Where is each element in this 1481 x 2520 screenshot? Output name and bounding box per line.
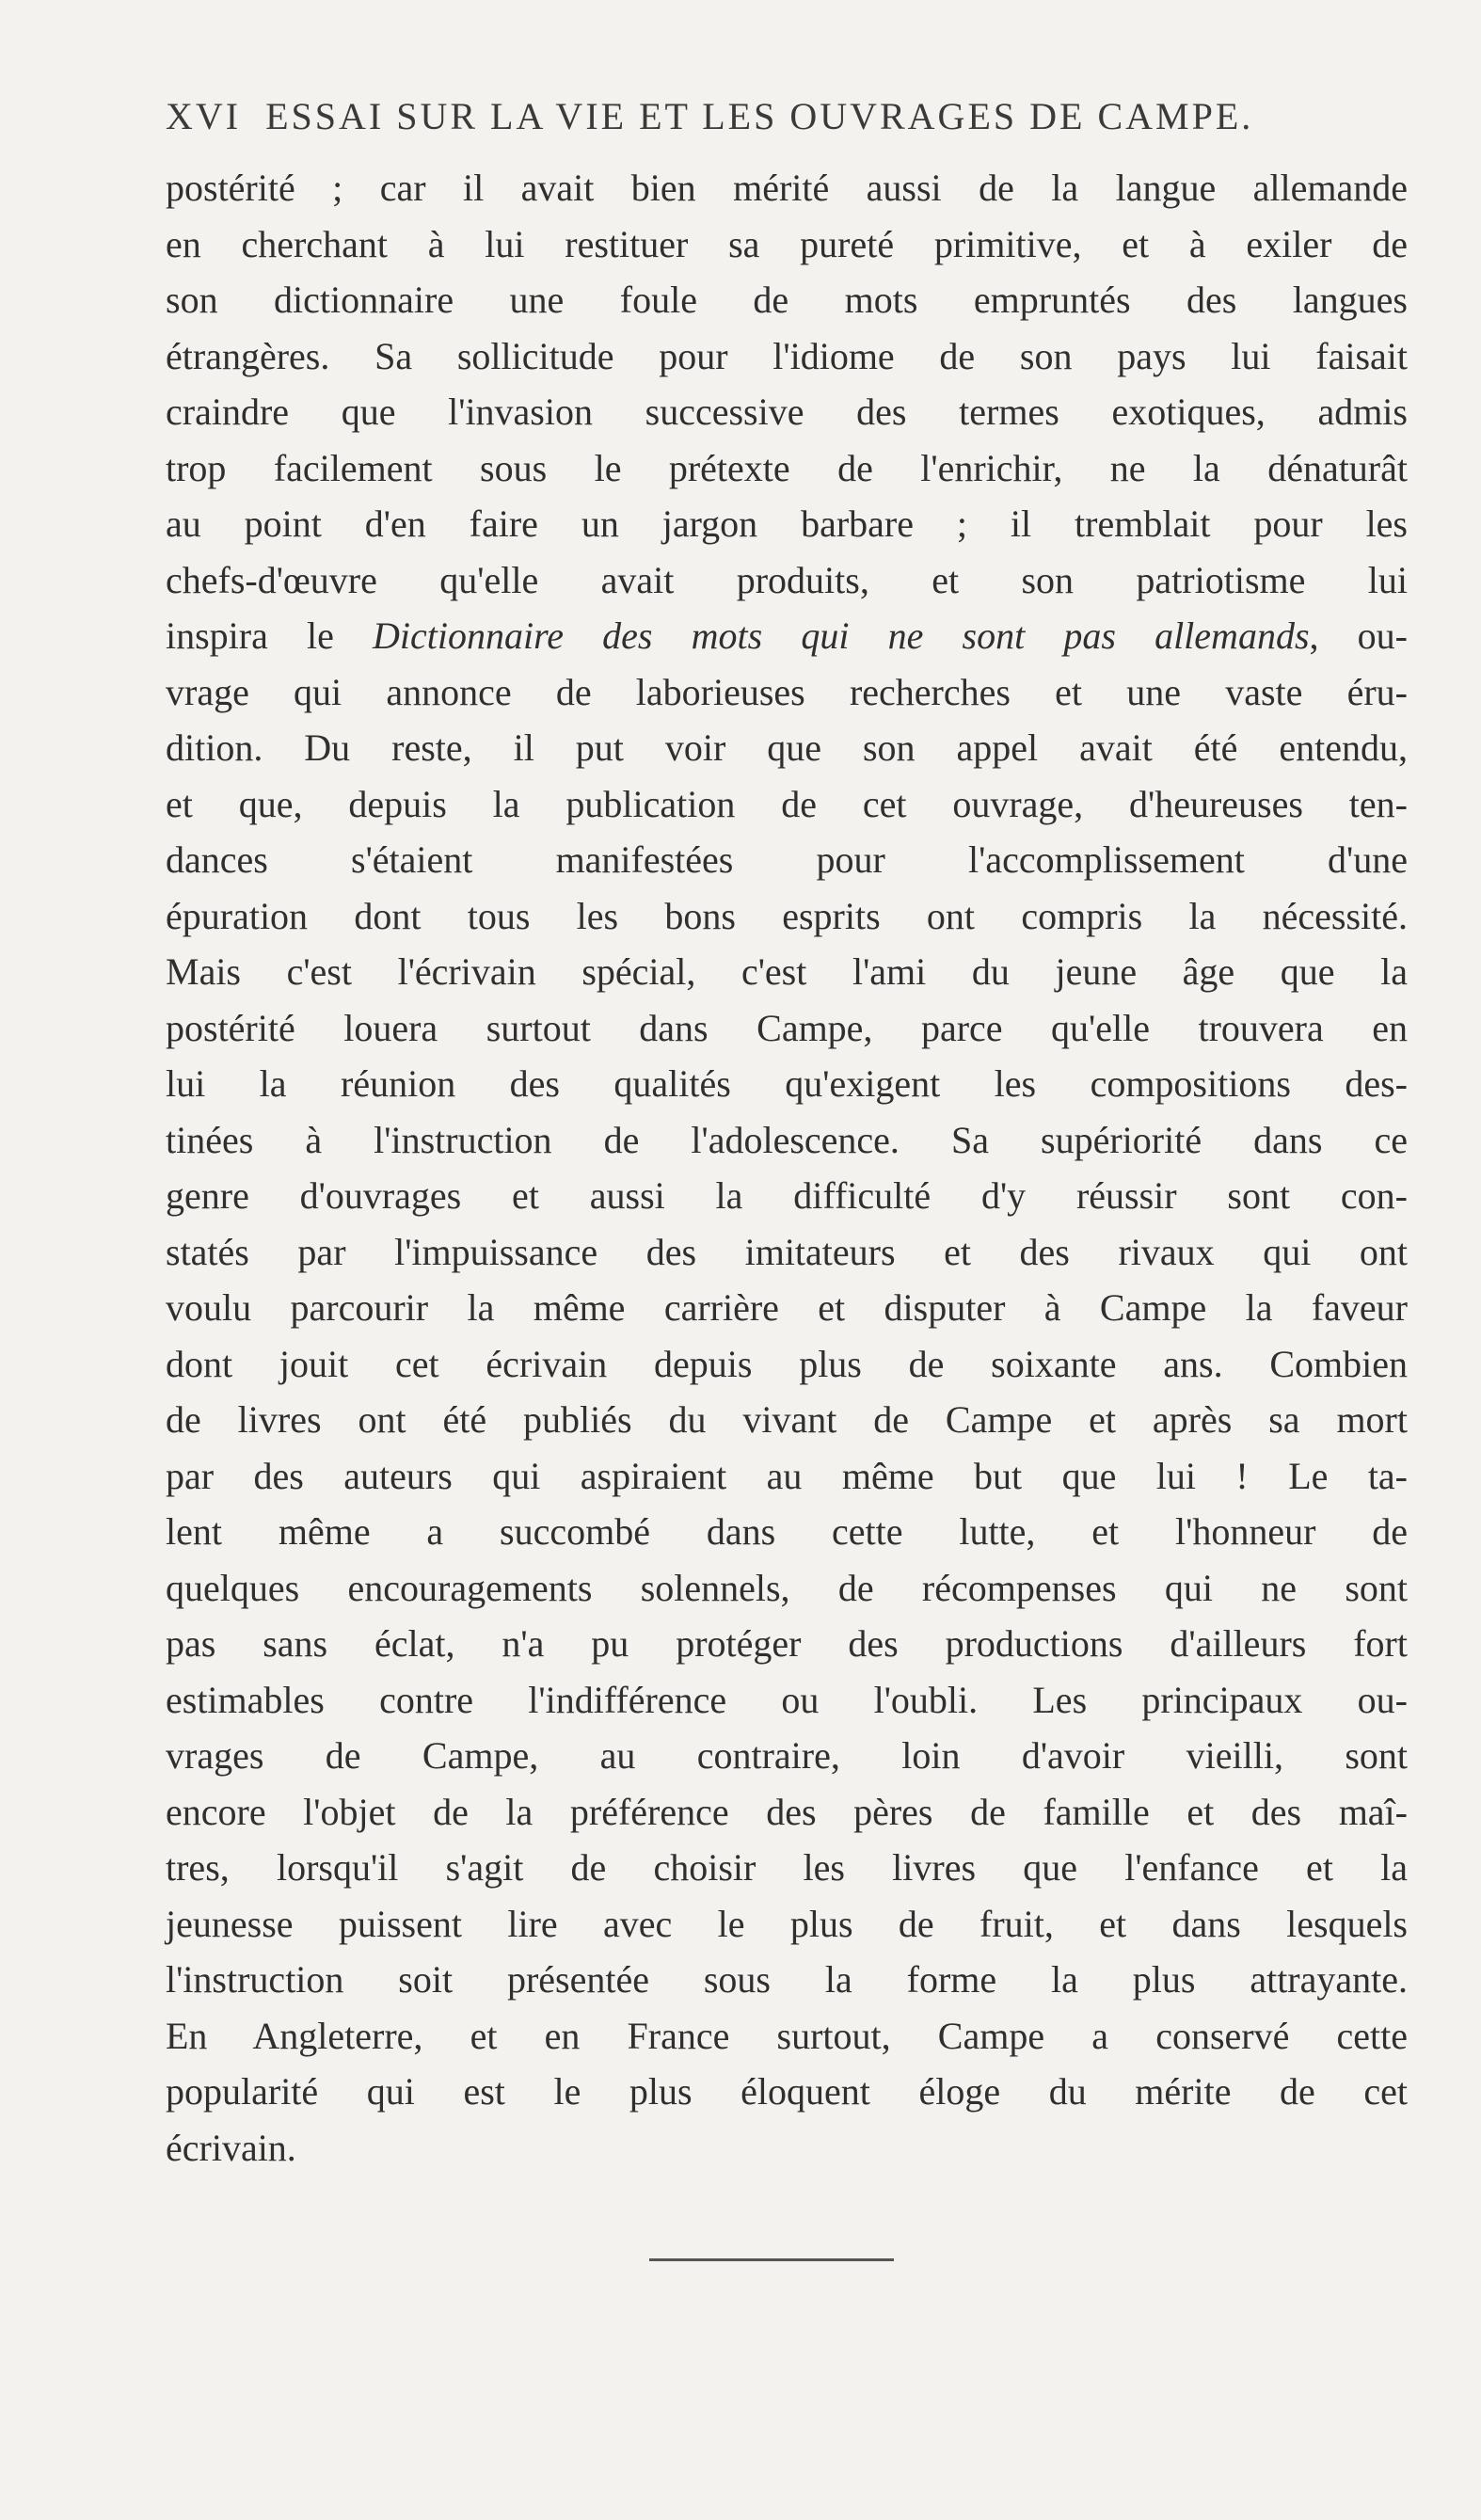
text-line-9-end: , ou- [1309,614,1408,657]
text-line-10: vrage qui annonce de laborieuses recherches et une vaste éru- [166,670,1408,713]
text-line-1: postérité ; car il avait bien mérité aussi de la langue allemande [166,167,1408,209]
text-line-25: lent même a succombé dans cette lutte, et l'honneur de [166,1510,1408,1553]
text-line-13: dances s'étaient manifestées pour l'accomplissement d'une [166,838,1408,881]
running-head [166,90,1408,143]
text-line-12: et que, depuis la publication de cet ouvrage, d'heureuses ten- [166,782,1408,825]
text-line-35: popularité qui est le plus éloquent éloge du mérite de cet [166,2070,1408,2113]
text-line-4: étrangères. Sa sollicitude pour l'idiome de son pays lui faisait [166,334,1408,377]
text-line-21: voulu parcourir la même carrière et disputer à Campe la faveur [166,1286,1408,1329]
text-line-9-start: inspira le [166,614,334,657]
text-line-7: au point d'en faire un jargon barbare ; il tremblait pour les [166,502,1408,545]
dictionary-title: Dictionnaire des mots qui ne sont pas allemands [373,614,1310,657]
text-line-11: dition. Du reste, il put voir que son appel avait été entendu, [166,726,1408,769]
text-line-19: genre d'ouvrages et aussi la difficulté d'y réussir sont con- [166,1174,1408,1217]
text-line-17: lui la réunion des qualités qu'exigent les compositions des- [166,1062,1408,1105]
text-line-16: postérité louera surtout dans Campe, parce qu'elle trouvera en [166,1006,1408,1049]
text-line-5: craindre que l'invasion successive des termes exotiques, admis [166,391,1408,433]
text-line-34: En Angleterre, et en France surtout, Campe a conservé cette [166,2014,1408,2057]
text-line-8: chefs-d'œuvre qu'elle avait produits, et son patriotisme lui [166,558,1408,601]
text-line-29: vrages de Campe, au contraire, loin d'avoir vieilli, sont [166,1734,1408,1777]
text-line-14: épuration dont tous les bons esprits ont compris la nécessité. [166,894,1408,937]
text-line-20: statés par l'impuissance des imitateurs et des rivaux qui ont [166,1230,1408,1273]
text-line-22: dont jouit cet écrivain depuis plus de soixante ans. Combien [166,1342,1408,1385]
text-line-26: quelques encouragements solennels, de récompenses qui ne sont [166,1566,1408,1609]
text-line-33: l'instruction soit présentée sous la forme la plus attrayante. [166,1958,1408,2001]
text-line-15: Mais c'est l'écrivain spécial, c'est l'ami du jeune âge que la [166,950,1408,993]
text-line-9 [166,608,1408,664]
text-line-32: jeunesse puissent lire avec le plus de fruit, et dans lesquels [166,1902,1408,1945]
page-number: XVI [166,95,242,137]
text-line-28: estimables contre l'indifférence ou l'oubli. Les principaux ou- [166,1678,1408,1721]
text-line-30: encore l'objet de la préférence des pères de famille et des maî- [166,1790,1408,1833]
end-rule [649,2258,894,2261]
text-line-23: de livres ont été publiés du vivant de Campe et après sa mort [166,1398,1408,1441]
body-text [166,160,1408,2176]
text-line-31: tres, lorsqu'il s'agit de choisir les livres que l'enfance et la [166,1846,1408,1889]
text-line-2: en cherchant à lui restituer sa pureté primitive, et à exiler de [166,222,1408,265]
text-line-24: par des auteurs qui aspiraient au même but que lui ! Le ta- [166,1454,1408,1497]
running-title: ESSAI SUR LA VIE ET LES OUVRAGES DE CAMPE. [265,95,1254,137]
text-line-27: pas sans éclat, n'a pu protéger des productions d'ailleurs fort [166,1622,1408,1665]
text-line-6: trop facilement sous le prétexte de l'enrichir, ne la dénaturât [166,446,1408,489]
text-line-3: son dictionnaire une foule de mots empruntés des langues [166,279,1408,321]
text-line-18: tinées à l'instruction de l'adolescence. Sa supériorité dans ce [166,1118,1408,1161]
text-line-36: écrivain. [166,2126,296,2169]
